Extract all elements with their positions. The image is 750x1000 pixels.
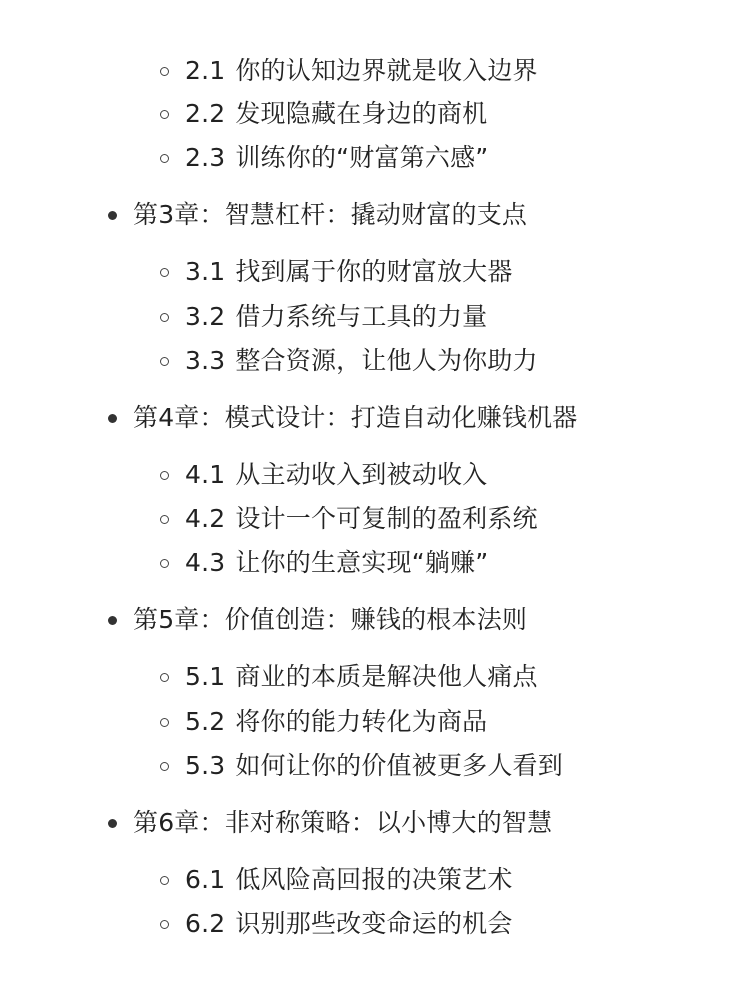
section-item (160, 295, 487, 339)
section-item (160, 453, 487, 497)
disc-bullet-icon (108, 211, 117, 220)
circle-bullet-icon (160, 559, 169, 568)
section-title: 让你的生意实现“躺赚” (235, 548, 489, 577)
section-number: 3.1 (185, 257, 226, 286)
section-number: 6.2 (185, 909, 226, 938)
circle-bullet-icon (160, 110, 169, 119)
section-number: 4.1 (185, 460, 226, 489)
section-number: 2.2 (185, 99, 226, 128)
section-item (160, 858, 513, 902)
section-number: 5.1 (185, 662, 226, 691)
section-item (160, 136, 488, 180)
chapter-item (108, 801, 552, 845)
section-number: 6.1 (185, 865, 226, 894)
circle-bullet-icon (160, 876, 169, 885)
chapter-item (108, 598, 527, 642)
chapter-item (108, 396, 578, 440)
section-title: 从主动收入到被动收入 (235, 460, 488, 489)
section-item (160, 497, 538, 541)
section-title: 找到属于你的财富放大器 (235, 257, 513, 286)
section-title: 将你的能力转化为商品 (235, 707, 488, 736)
section-item (160, 339, 538, 383)
chapter-title: 第3章：智慧杠杆：撬动财富的支点 (133, 200, 528, 229)
chapter-title: 第4章：模式设计：打造自动化赚钱机器 (133, 403, 578, 432)
section-number: 3.2 (185, 302, 226, 331)
circle-bullet-icon (160, 313, 169, 322)
circle-bullet-icon (160, 920, 169, 929)
section-item (160, 92, 487, 136)
section-title: 你的认知边界就是收入边界 (235, 56, 538, 85)
section-number: 4.3 (185, 548, 226, 577)
disc-bullet-icon (108, 819, 117, 828)
disc-bullet-icon (108, 414, 117, 423)
section-title: 借力系统与工具的力量 (235, 302, 488, 331)
circle-bullet-icon (160, 67, 169, 76)
section-title: 训练你的“财富第六感” (235, 143, 489, 172)
section-item (160, 655, 538, 699)
section-title: 发现隐藏在身边的商机 (235, 99, 488, 128)
section-title: 商业的本质是解决他人痛点 (235, 662, 538, 691)
section-number: 4.2 (185, 504, 226, 533)
circle-bullet-icon (160, 268, 169, 277)
circle-bullet-icon (160, 357, 169, 366)
section-item (160, 49, 538, 93)
chapter-item (108, 193, 527, 237)
section-number: 5.2 (185, 707, 226, 736)
section-item (160, 250, 513, 294)
chapter-title: 第5章：价值创造：赚钱的根本法则 (133, 605, 528, 634)
section-title: 低风险高回报的决策艺术 (235, 865, 513, 894)
section-item (160, 700, 487, 744)
section-number: 2.1 (185, 56, 226, 85)
circle-bullet-icon (160, 154, 169, 163)
chapter-title: 第6章：非对称策略：以小博大的智慧 (133, 808, 553, 837)
circle-bullet-icon (160, 762, 169, 771)
section-title: 整合资源，让他人为你助力 (235, 346, 538, 375)
circle-bullet-icon (160, 515, 169, 524)
circle-bullet-icon (160, 471, 169, 480)
section-number: 2.3 (185, 143, 226, 172)
section-title: 识别那些改变命运的机会 (235, 909, 513, 938)
circle-bullet-icon (160, 673, 169, 682)
section-number: 5.3 (185, 751, 226, 780)
section-title: 如何让你的价值被更多人看到 (235, 751, 563, 780)
disc-bullet-icon (108, 616, 117, 625)
section-number: 3.3 (185, 346, 226, 375)
section-item (160, 744, 563, 788)
section-title: 设计一个可复制的盈利系统 (235, 504, 538, 533)
circle-bullet-icon (160, 718, 169, 727)
section-item (160, 902, 513, 946)
section-item (160, 541, 488, 585)
